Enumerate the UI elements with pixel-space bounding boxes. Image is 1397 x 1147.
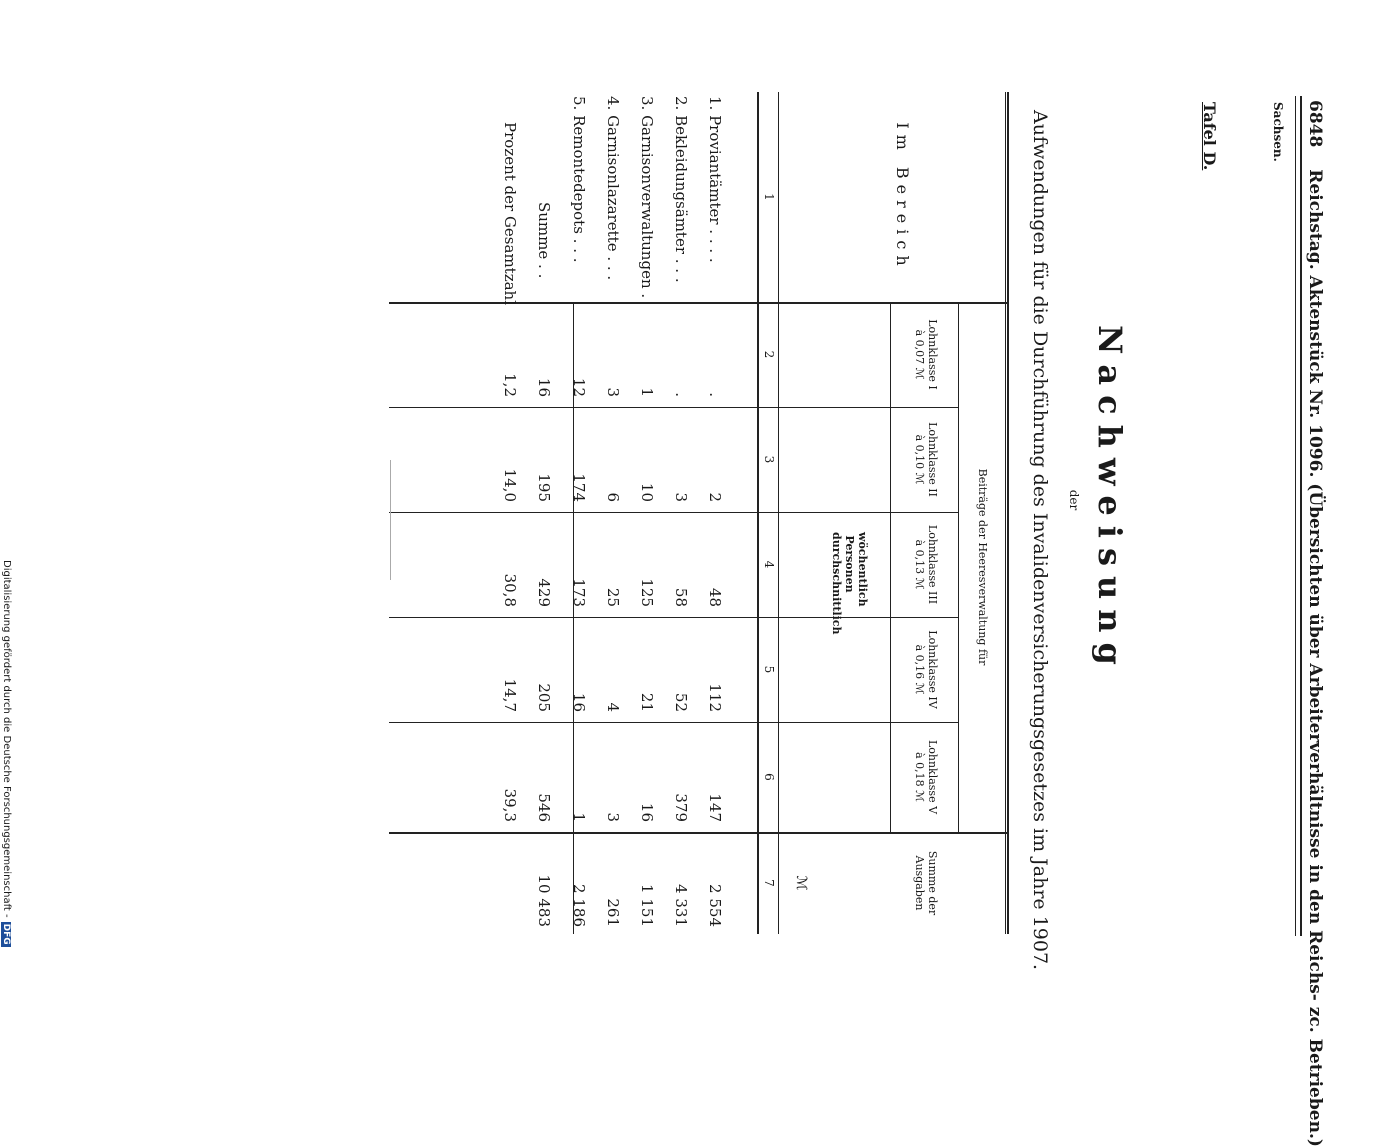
cell-r5-c3: 174: [570, 473, 588, 502]
col-divider-3: [389, 512, 959, 513]
digitization-text: Digitalisierung gefördert durch die Deutsche Forschungsgemeinschaft -: [1, 560, 12, 918]
prozent-c6: 39,3: [501, 788, 519, 822]
cell-r1-c2: .: [706, 392, 724, 397]
summe-c6: 546: [535, 793, 553, 822]
dfg-logo: DFG: [1, 923, 11, 945]
table-top-rule: [1007, 92, 1009, 934]
lohnklasse-1-name: Lohnklasse I: [926, 319, 939, 390]
plate-label: Tafel D.: [1200, 102, 1219, 171]
cell-r2-c2: .: [672, 392, 690, 397]
col-number-4: 4: [762, 560, 776, 569]
cell-r2-c5: 52: [672, 692, 690, 712]
summe-c7: 10 483: [535, 874, 553, 927]
cell-r3-c5: 21: [638, 692, 656, 712]
cell-r5-c2: 12: [570, 377, 588, 397]
cell-r3-c3: 10: [638, 482, 656, 502]
cell-r5-c7: 2 186: [570, 884, 588, 927]
col-number-7: 7: [762, 879, 776, 887]
summe-c3: 195: [535, 473, 553, 502]
title-connector: der: [1067, 489, 1081, 511]
summe-c2: 16: [535, 377, 553, 397]
cell-r1-c6: 147: [706, 793, 724, 822]
col-divider-4: [389, 617, 959, 618]
cell-r4-c2: 3: [604, 387, 622, 397]
prozent-c3: 14,0: [501, 468, 519, 502]
col-divider-2: [389, 407, 959, 408]
scan-artifact-line: [390, 460, 391, 580]
cell-r3-c4: 125: [638, 578, 656, 607]
prozent-c4: 30,8: [501, 573, 519, 607]
cell-r2-c7: 4 331: [672, 884, 690, 927]
lohnklasse-header-rule: [890, 302, 891, 832]
prozent-label: Prozent der Gesamtzahl: [501, 122, 519, 306]
lohnklasse-3-name: Lohnklasse III: [926, 524, 939, 605]
column-number-rule-top: [778, 92, 779, 934]
row-label-5: 5. Remontedepots . . .: [570, 96, 588, 263]
lohnklasse-1-rate: à 0,07 ℳ: [913, 329, 926, 380]
sum-unit: ℳ: [793, 875, 809, 891]
prozent-c2: 1,2: [501, 373, 519, 397]
summe-c5: 205: [535, 683, 553, 712]
cell-r1-c7: 2 554: [706, 884, 724, 927]
lohnklasse-5-rate: à 0,18 ℳ: [913, 752, 926, 802]
cell-r2-c3: 3: [672, 492, 690, 502]
col-number-1: 1: [762, 193, 776, 201]
row-label-4: 4. Garnisonlazarette . . .: [604, 96, 622, 281]
lohnklasse-3-header: [913, 512, 939, 617]
header-rule: [1295, 96, 1302, 936]
summe-c4: 429: [535, 578, 553, 607]
cell-r1-c5: 112: [706, 683, 724, 712]
group-header-rule: [958, 302, 959, 832]
cell-r2-c4: 58: [672, 587, 690, 607]
col-number-6: 6: [762, 773, 776, 781]
running-head: [1305, 100, 1325, 1147]
lohnklasse-1-header: [913, 302, 939, 407]
row-label-3: 3. Garnisonverwaltungen .: [638, 96, 656, 299]
page-number: 6848: [1305, 100, 1325, 148]
sub-header-note: wöchentlich Personen durchschnittlich: [830, 532, 869, 635]
lohnklasse-2-header: [913, 407, 939, 512]
cell-r4-c6: 3: [604, 812, 622, 822]
document-title: Nachweisung: [1091, 325, 1129, 675]
row-label-1: 1. Proviantämter . . . .: [706, 96, 724, 263]
summe-label: Summe . .: [535, 202, 553, 279]
lohnklasse-5-header: [913, 722, 939, 832]
cell-r4-c5: 4: [604, 702, 622, 712]
lohnklasse-4-header: [913, 617, 939, 722]
lohnklasse-2-name: Lohnklasse II: [926, 422, 939, 497]
cell-r5-c6: 1: [570, 812, 588, 822]
lohnklasse-4-rate: à 0,16 ℳ: [913, 644, 926, 695]
lohnklasse-5-name: Lohnklasse V: [926, 739, 939, 815]
cell-r4-c7: 261: [604, 898, 622, 927]
document-subtitle: Aufwendungen für die Durchführung des Invalidenversicherungsgesetzes im Jahre 1907.: [1029, 110, 1051, 971]
table-top-rule-thin: [1005, 92, 1006, 934]
cell-r3-c7: 1 151: [638, 884, 656, 927]
lohnklasse-4-name: Lohnklasse IV: [926, 630, 939, 709]
cell-r4-c4: 25: [604, 587, 622, 607]
group-header: Beiträge der Heeresverwaltung für: [976, 468, 989, 666]
sum-header: Summe der Ausgaben: [913, 850, 939, 916]
col-number-3: 3: [762, 455, 776, 464]
cell-r2-c6: 379: [672, 793, 690, 822]
state-label: Sachsen.: [1271, 102, 1285, 162]
cell-r1-c4: 48: [706, 587, 724, 607]
digitization-note: [1, 560, 12, 947]
cell-r3-c2: 1: [638, 387, 656, 397]
column-number-rule-bottom: [757, 92, 759, 934]
lohnklasse-2-rate: à 0,10 ℳ: [913, 434, 926, 485]
col-divider-5: [389, 722, 959, 723]
col-number-2: 2: [762, 350, 776, 359]
cell-r1-c3: 2: [706, 492, 724, 502]
cell-r4-c3: 6: [604, 492, 622, 502]
cell-r5-c4: 173: [570, 578, 588, 607]
cell-r5-c5: 16: [570, 692, 588, 712]
cell-r3-c6: 16: [638, 802, 656, 822]
col-header-bereich: Im Bereich: [893, 122, 912, 272]
row-label-2: 2. Bekleidungsämter . . .: [672, 96, 690, 283]
lohnklasse-3-rate: à 0,13 ℳ: [913, 539, 926, 590]
running-title: Reichstag. Aktenstück Nr. 1096. (Übersichten über Arbeiterverhältnisse in den Reichs- zc. Betrieben.): [1305, 169, 1325, 1147]
col-number-5: 5: [762, 665, 776, 674]
data-table: [389, 92, 1009, 934]
prozent-c5: 14,7: [501, 678, 519, 712]
